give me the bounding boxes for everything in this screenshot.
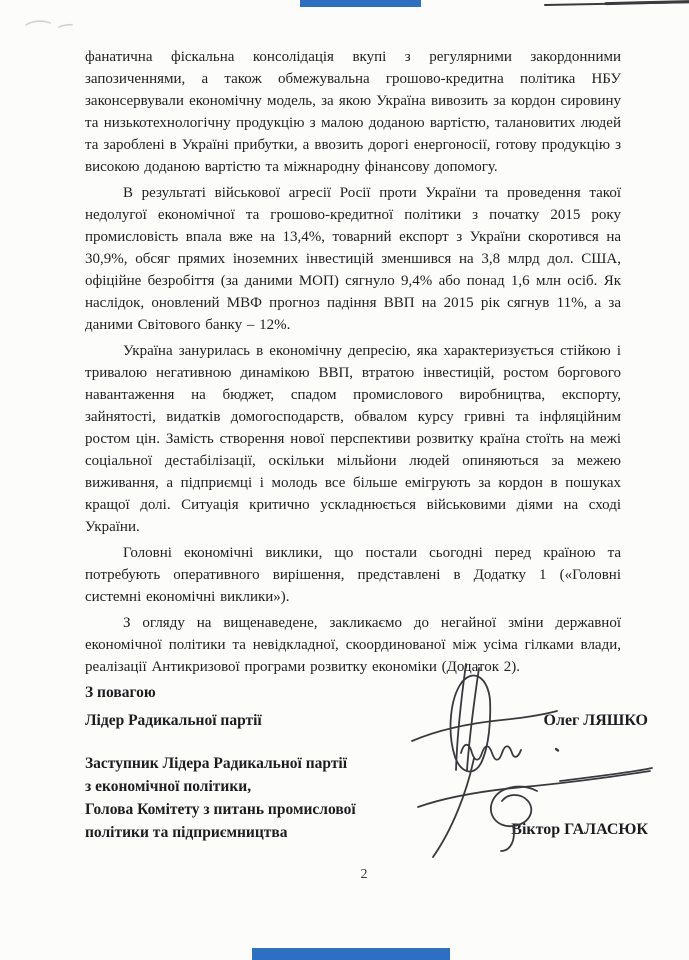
document-body <box>85 46 621 682</box>
salutation: З повагою <box>85 684 156 701</box>
page-number: 2 <box>360 867 368 882</box>
body-paragraph: Головні економічні виклики, що постали сьогодні перед країною та потребують оперативного вирішення, представлені в Додатку 1 («Головні системні економічні виклики»). <box>85 545 621 605</box>
signer1-name: Олег ЛЯШКО <box>543 712 648 729</box>
body-paragraph: фанатична фіскальна консолідація вкупі з регулярними закордонними запозиченнями, а також обмежувальна грошово-кредитна політика НБУ законсервували економічну модель, за якою Україна вивозить за кордон сировину та низькотехнологічну продукцію з малою доданою вартістю, талановитих людей та зароблені в Україні прибутки, а ввозить дорогі енергоносії, готову продукцію з високою доданою вартістю та міжнародну фінансову допомогу. <box>85 49 621 175</box>
photo-background-sliver-top <box>300 0 421 7</box>
signer1-title: Лідер Радикальної партії <box>85 712 262 729</box>
signer2-name: Віктор ГАЛАСЮК <box>511 821 648 838</box>
body-paragraph: З огляду на вищенаведене, закликаємо до негайної зміни державної економічної політики та невідкладної, скоординованої між усіма гілками влади, реалізації Антикризової програми розвитку економіки (Додаток 2). <box>85 615 621 675</box>
corner-scan-line <box>545 2 689 5</box>
pencil-marks <box>26 21 72 27</box>
signer2-title-line: політики та підприємництва <box>85 824 288 841</box>
signature-halasiuk <box>418 758 652 857</box>
signer2-title-line: з економічної політики, <box>85 778 252 795</box>
signer2-title-line: Заступник Лідера Радикальної партії <box>85 755 348 772</box>
signer2-title-line: Голова Комітету з питань промислової <box>85 801 356 818</box>
photo-background-sliver-bottom <box>252 948 450 960</box>
body-paragraph: Україна занурилась в економічну депресію, яка характеризується стійкою і тривалою негативною динамікою ВВП, втратою інвестицій, ростом боргового навантаження на бюджет, спадом промислового виробництва, експорту, зайнятості, видатків домогосподарств, обвалом курсу гривні та інфляційним ростом цін. Замість створення нової перспективи розвитку країна стоїть на межі соціальної дестабілізації, оскільки мільйони людей опиняються за межею виживання, а підприємці і молодь все більше емігрують за кордон в пошуках кращої долі. Ситуація критично ускладнюється військовими діями на сході України. <box>85 343 621 535</box>
body-paragraph: В результаті військової агресії Росії проти України та проведення такої недолугої економічної та грошово-кредитної політики з початку 2015 року промисловість впала вже на 13,4%, товарний експорт з України скоротився на 30,9%, обсяг прямих іноземних інвестицій зменшився на 3,8 млрд дол. США, офіційне безробіття (за даними МОП) сягнуло 9,4% або понад 1,6 млн осіб. Як наслідок, оновлений МВФ прогноз падіння ВВП на 2015 рік сягнув 11%, а за даними Світового банку – 12%. <box>85 185 621 333</box>
signer1-row <box>85 712 648 730</box>
signer2-titles <box>85 752 356 844</box>
